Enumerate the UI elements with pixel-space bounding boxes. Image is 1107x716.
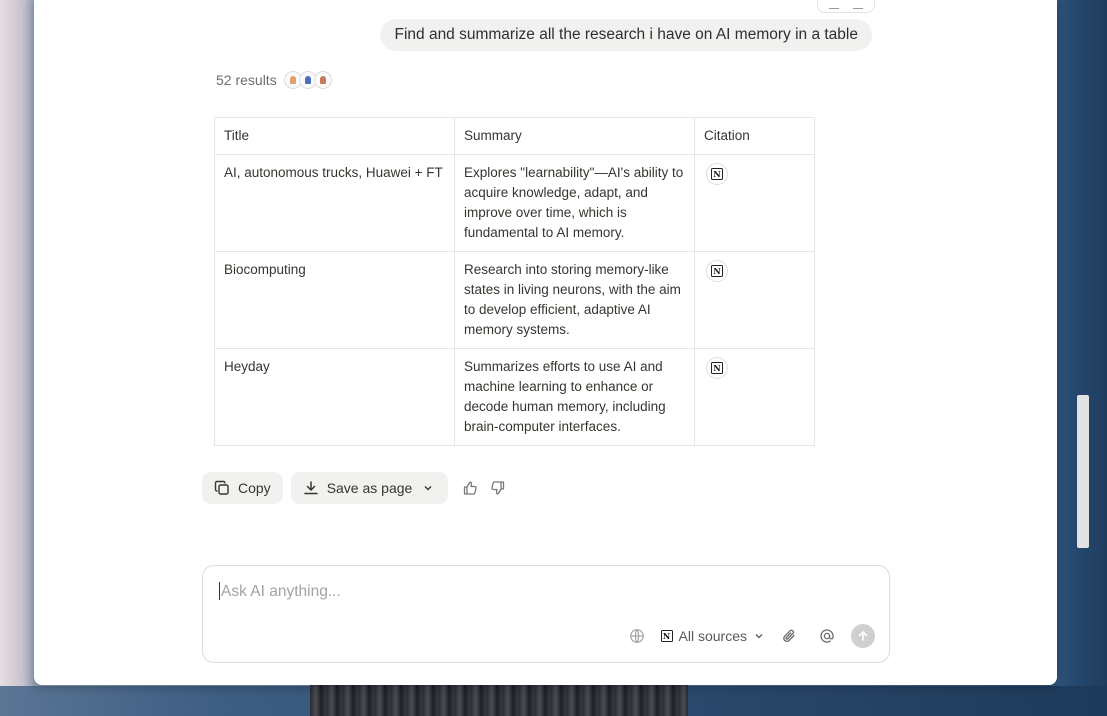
- sources-dropdown[interactable]: [661, 628, 765, 644]
- column-header-title: Title: [215, 118, 455, 155]
- table-row: [215, 252, 815, 349]
- avatar-icon: [314, 71, 332, 89]
- globe-icon: [629, 628, 645, 644]
- cell-title: Biocomputing: [215, 252, 455, 349]
- download-icon: [303, 480, 319, 496]
- results-table: [214, 117, 815, 446]
- message-toolbar[interactable]: [817, 0, 875, 13]
- chevron-down-icon: [753, 630, 765, 642]
- web-search-button[interactable]: [623, 622, 651, 650]
- user-message: Find and summarize all the research i have on AI memory in a table: [380, 19, 872, 51]
- text-caret: [219, 582, 220, 600]
- response-actions: [202, 472, 512, 504]
- thumbs-up-icon: [462, 480, 478, 496]
- notion-citation-icon[interactable]: N: [706, 357, 728, 379]
- ask-ai-input[interactable]: [219, 580, 863, 604]
- copy-button[interactable]: [202, 472, 283, 504]
- cell-title: AI, autonomous trucks, Huawei + FT: [215, 155, 455, 252]
- cell-citation: [695, 155, 815, 252]
- save-as-page-button[interactable]: [291, 472, 449, 504]
- cell-summary: Explores "learnability"—AI's ability to acquire knowledge, adapt, and improve over time, which is fundamental to AI memory.: [455, 155, 695, 252]
- desktop-wallpaper-pier: [310, 684, 688, 716]
- thumbs-up-button[interactable]: [456, 474, 484, 502]
- results-summary[interactable]: [216, 70, 332, 90]
- column-header-summary: Summary: [455, 118, 695, 155]
- table-row: [215, 155, 815, 252]
- table-header-row: [215, 118, 815, 155]
- cell-summary: Research into storing memory-like states in living neurons, with the aim to develop efficient, adaptive AI memory systems.: [455, 252, 695, 349]
- thumbs-down-button[interactable]: [484, 474, 512, 502]
- cell-summary: Summarizes efforts to use AI and machine learning to enhance or decode human memory, including brain-computer interfaces.: [455, 349, 695, 446]
- ai-composer: [202, 565, 890, 663]
- column-header-citation: Citation: [695, 118, 815, 155]
- notion-citation-icon[interactable]: N: [706, 260, 728, 282]
- send-button[interactable]: [851, 624, 875, 648]
- ai-chat-window: [34, 0, 1057, 685]
- composer-tools: [623, 622, 875, 650]
- chevron-down-icon[interactable]: [420, 480, 436, 496]
- scrollbar-thumb[interactable]: [1077, 395, 1089, 548]
- save-as-page-label: Save as page: [326, 480, 413, 496]
- attach-button[interactable]: [775, 622, 803, 650]
- sources-label: All sources: [678, 628, 747, 644]
- arrow-up-icon: [857, 630, 869, 642]
- mention-button[interactable]: [813, 622, 841, 650]
- table-row: [215, 349, 815, 446]
- notion-citation-icon[interactable]: N: [706, 163, 728, 185]
- thumbs-down-icon: [490, 480, 506, 496]
- results-count: 52 results: [216, 72, 277, 88]
- cell-title: Heyday: [215, 349, 455, 446]
- paperclip-icon: [781, 628, 797, 644]
- cell-citation: [695, 349, 815, 446]
- at-sign-icon: [819, 628, 835, 644]
- copy-label: Copy: [238, 480, 271, 496]
- copy-icon: [214, 480, 230, 496]
- notion-icon: N: [661, 630, 673, 642]
- source-avatars[interactable]: [284, 71, 332, 89]
- cell-citation: [695, 252, 815, 349]
